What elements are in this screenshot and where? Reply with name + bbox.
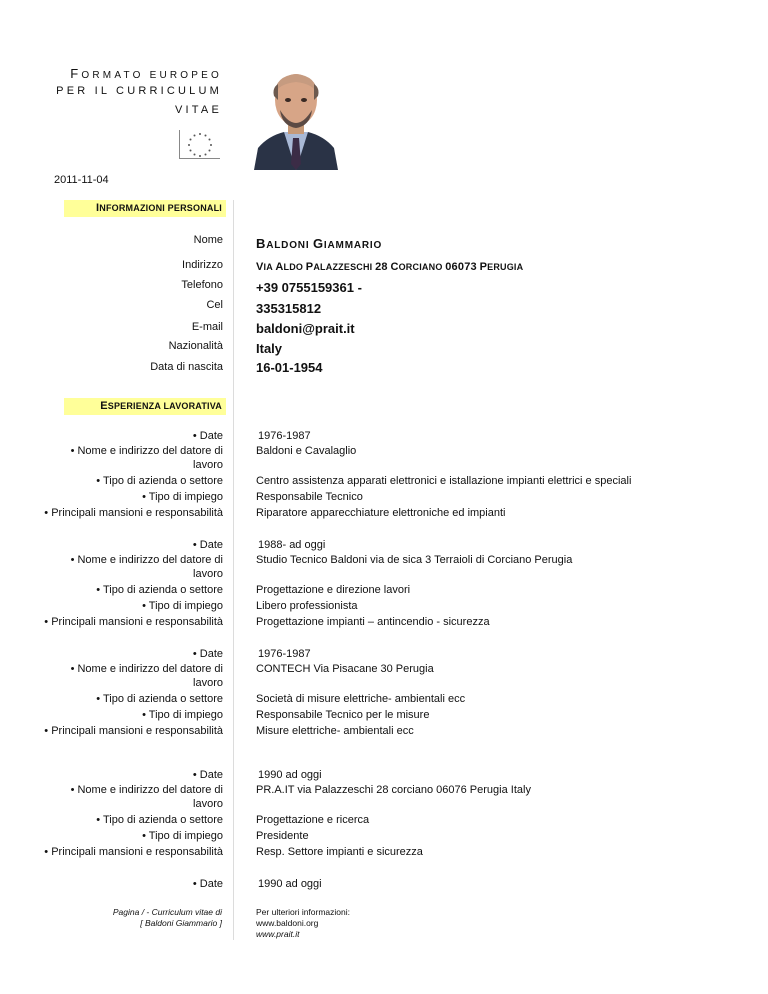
value-job-type: Presidente bbox=[256, 830, 309, 842]
value-sector: Centro assistenza apparati elettronici e istallazione impianti elettrici e speciali bbox=[256, 475, 632, 487]
section-title-personal-text: INFORMAZIONI PERSONALI bbox=[95, 202, 222, 214]
value-employer: PR.A.IT via Palazzeschi 28 corciano 06076 Perugia Italy bbox=[256, 784, 531, 796]
eu-stars-icon bbox=[180, 130, 220, 158]
value-employer: Baldoni e Cavalaglio bbox=[256, 445, 357, 457]
label-date: • Date bbox=[192, 539, 223, 551]
value-sector: Società di misure elettriche- ambientali ecc bbox=[256, 693, 466, 705]
value-sector: Progettazione e ricerca bbox=[256, 814, 370, 826]
label-date: • Date bbox=[192, 878, 223, 890]
cv-title-line-1 bbox=[70, 66, 222, 81]
value-duties: Progettazione impianti – antincendio - sicurezza bbox=[256, 616, 490, 628]
label-sector: • Tipo di azienda o settore bbox=[96, 475, 223, 487]
value-email[interactable]: baldoni@prait.it bbox=[256, 321, 355, 336]
label-employer: • Nome e indirizzo del datore di bbox=[70, 663, 223, 675]
footer-link-prait[interactable]: www.prait.it bbox=[256, 929, 300, 939]
value-job-type: Libero professionista bbox=[256, 600, 358, 612]
label-job-type: • Tipo di impiego bbox=[142, 491, 223, 503]
value-date: 1976-1987 bbox=[258, 430, 311, 442]
label-date: • Date bbox=[192, 648, 223, 660]
value-date: 1988- ad oggi bbox=[258, 539, 326, 551]
label-employer-cont: lavoro bbox=[193, 677, 223, 689]
label-date: • Date bbox=[192, 769, 223, 781]
value-job-type: Responsabile Tecnico bbox=[256, 491, 363, 503]
label-job-type: • Tipo di impiego bbox=[142, 709, 223, 721]
footer-contact-info bbox=[256, 907, 350, 940]
value-job-type: Responsabile Tecnico per le misure bbox=[256, 709, 430, 721]
label-duties: • Principali mansioni e responsabilità bbox=[44, 846, 223, 858]
label-email: E-mail bbox=[191, 321, 223, 333]
value-employer: CONTECH Via Pisacane 30 Perugia bbox=[256, 663, 434, 675]
label-duties: • Principali mansioni e responsabilità bbox=[44, 725, 223, 737]
portrait-photo bbox=[248, 66, 344, 170]
label-nazionalita: Nazionalità bbox=[168, 340, 223, 352]
value-indirizzo bbox=[256, 261, 523, 273]
label-duties: • Principali mansioni e responsabilità bbox=[44, 616, 223, 628]
value-nome bbox=[256, 236, 382, 251]
cv-title-text-1: FORMATO EUROPEO bbox=[70, 66, 222, 81]
footer-link-baldoni[interactable]: www.baldoni.org bbox=[256, 918, 319, 928]
label-sector: • Tipo di azienda o settore bbox=[96, 584, 223, 596]
label-nome: Nome bbox=[193, 234, 223, 246]
label-employer-cont: lavoro bbox=[193, 459, 223, 471]
eu-logo bbox=[179, 130, 220, 159]
value-indirizzo-text: VIA ALDO PALAZZESCHI 28 CORCIANO 06073 PERUGIA bbox=[256, 261, 524, 273]
label-employer-cont: lavoro bbox=[193, 798, 223, 810]
column-divider bbox=[233, 200, 234, 940]
label-job-type: • Tipo di impiego bbox=[142, 830, 223, 842]
value-duties: Resp. Settore impianti e sicurezza bbox=[256, 846, 423, 858]
label-job-type: • Tipo di impiego bbox=[142, 600, 223, 612]
section-title-experience-text: ESPERIENZA LAVORATIVA bbox=[100, 400, 222, 412]
cv-title-line-2 bbox=[56, 85, 222, 97]
footer-contact-heading: Per ulteriori informazioni: bbox=[256, 907, 351, 917]
label-data-nascita: Data di nascita bbox=[150, 361, 223, 373]
label-date: • Date bbox=[192, 430, 223, 442]
label-telefono: Telefono bbox=[181, 279, 223, 291]
footer-page-line-2: [ Baldoni Giammario ] bbox=[140, 918, 222, 928]
value-nazionalita: Italy bbox=[256, 341, 283, 356]
value-telefono: +39 0755159361 - bbox=[256, 280, 362, 295]
cv-title-line-3 bbox=[175, 104, 222, 116]
label-duties: • Principali mansioni e responsabilità bbox=[44, 507, 223, 519]
label-sector: • Tipo di azienda o settore bbox=[96, 814, 223, 826]
value-duties: Misure elettriche- ambientali ecc bbox=[256, 725, 414, 737]
label-employer: • Nome e indirizzo del datore di bbox=[70, 445, 223, 457]
label-indirizzo: Indirizzo bbox=[182, 259, 223, 271]
label-employer: • Nome e indirizzo del datore di bbox=[70, 784, 223, 796]
value-date: 1990 ad oggi bbox=[258, 769, 322, 781]
label-sector: • Tipo di azienda o settore bbox=[96, 693, 223, 705]
value-duties: Riparatore apparecchiature elettroniche ed impianti bbox=[256, 507, 506, 519]
value-nome-text: BALDONI GIAMMARIO bbox=[256, 236, 383, 251]
footer-page-line-1: Pagina / - Curriculum vitae di bbox=[112, 907, 222, 917]
value-employer: Studio Tecnico Baldoni via de sica 3 Terraioli di Corciano Perugia bbox=[256, 554, 573, 566]
label-employer-cont: lavoro bbox=[193, 568, 223, 580]
document-date: 2011-11-04 bbox=[54, 174, 109, 186]
cv-title-text-2: PER IL CURRICULUM bbox=[56, 85, 222, 97]
value-cel: 335315812 bbox=[256, 301, 322, 316]
section-title-experience bbox=[100, 400, 222, 412]
label-employer: • Nome e indirizzo del datore di bbox=[70, 554, 223, 566]
footer-page-info bbox=[113, 907, 222, 929]
value-date: 1976-1987 bbox=[258, 648, 311, 660]
value-date: 1990 ad oggi bbox=[258, 878, 322, 890]
value-data-nascita: 16-01-1954 bbox=[256, 360, 323, 375]
value-sector: Progettazione e direzione lavori bbox=[256, 584, 411, 596]
label-cel: Cel bbox=[206, 299, 223, 311]
cv-title-text-3: VITAE bbox=[175, 104, 222, 116]
section-title-personal bbox=[96, 202, 222, 214]
